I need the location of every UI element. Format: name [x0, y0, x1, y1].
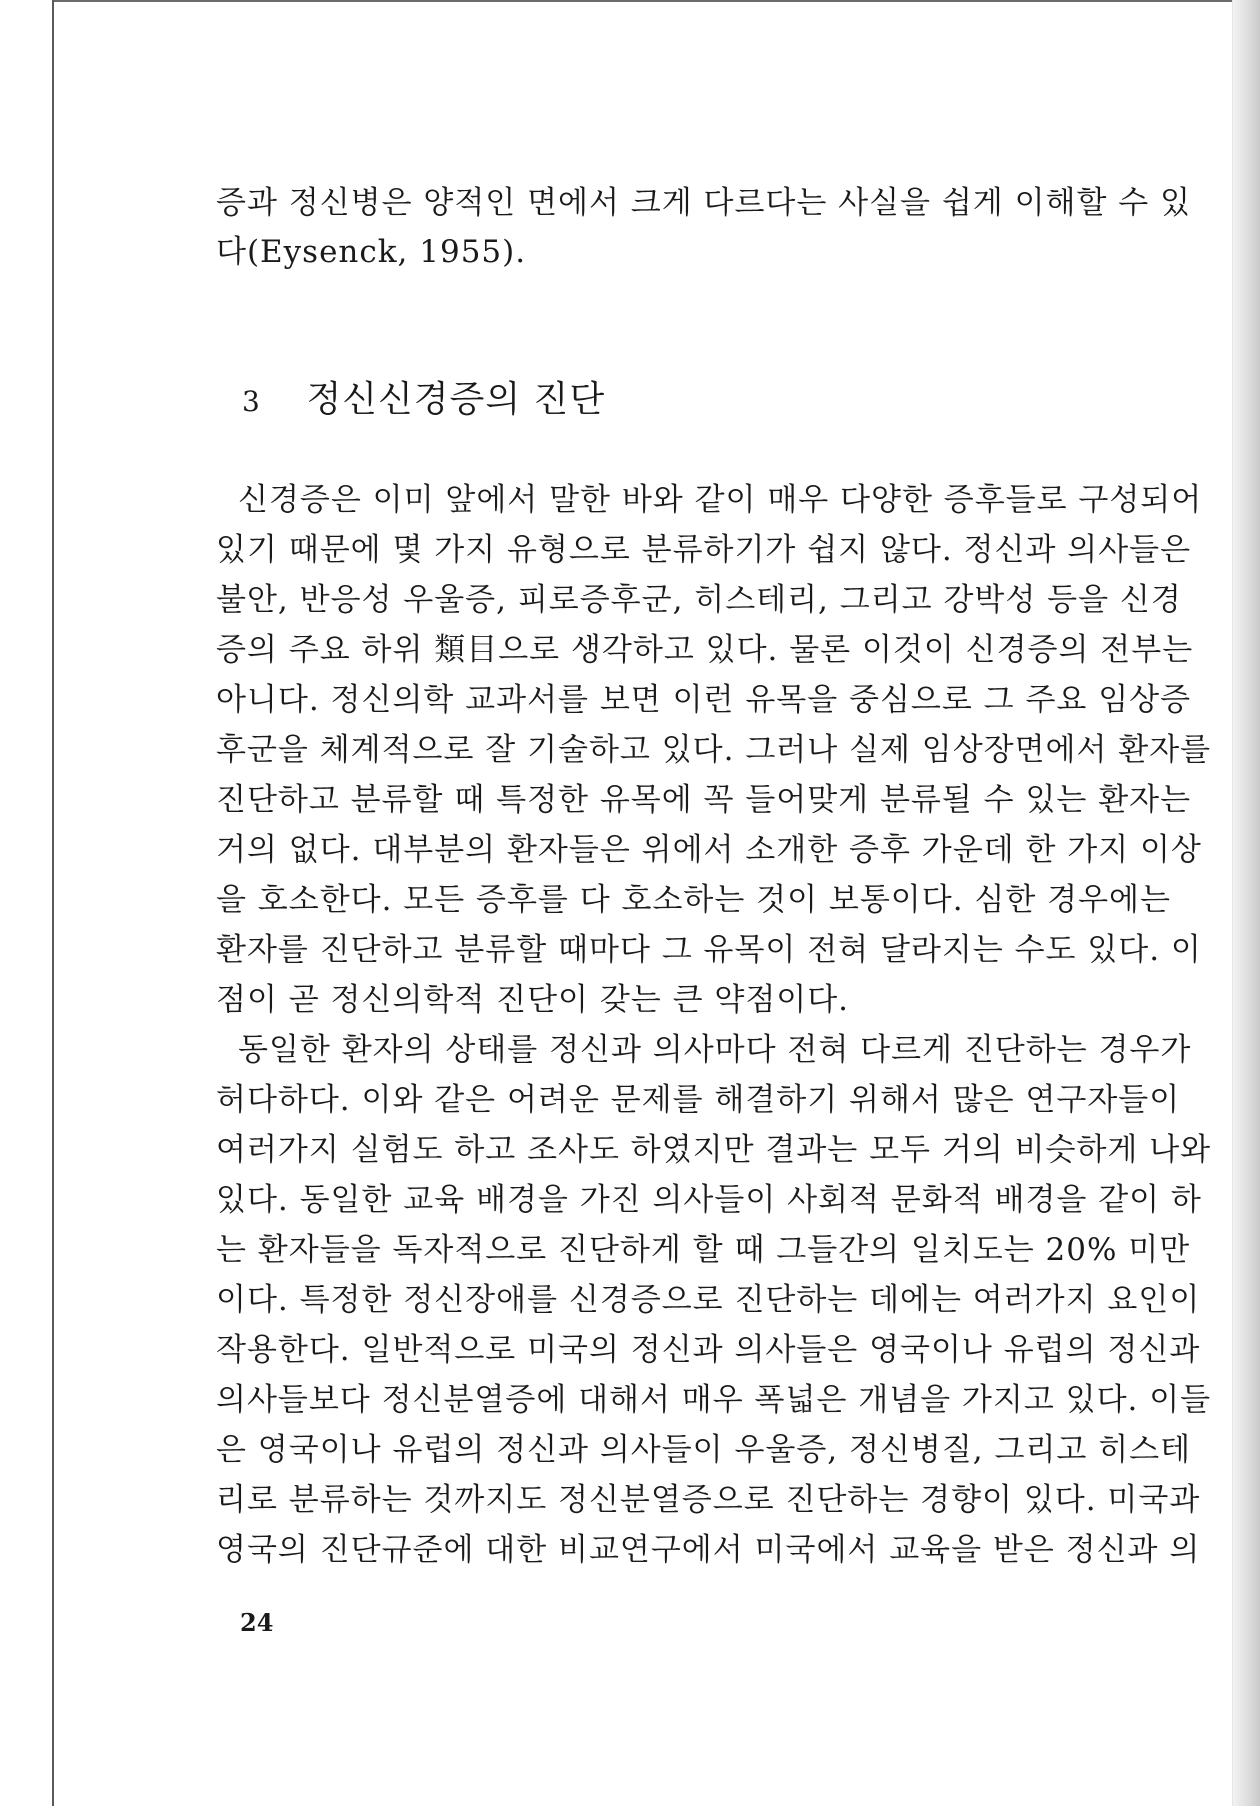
body-line: 점이 곧 정신의학적 진단이 갖는 큰 약점이다. — [216, 982, 850, 1018]
body-line: 환자를 진단하고 분류할 때마다 그 유목이 전혀 달라지는 수도 있다. 이 — [216, 932, 1202, 968]
body-line: 여러가지 실험도 하고 조사도 하였지만 결과는 모두 거의 비슷하게 나와 — [216, 1132, 1212, 1168]
body-line: 작용한다. 일반적으로 미국의 정신과 의사들은 영국이나 유럽의 정신과 — [216, 1332, 1201, 1368]
paragraph-line: 증과 정신병은 양적인 면에서 크게 다르다는 사실을 쉽게 이해할 수 있 — [216, 185, 1192, 221]
body-line: 이다. 특정한 정신장애를 신경증으로 진단하는 데에는 여러가지 요인이 — [216, 1282, 1201, 1318]
section-title: 정신신경증의 진단 — [306, 379, 606, 420]
page-number: 24 — [240, 1608, 274, 1637]
body-line: 있기 때문에 몇 가지 유형으로 분류하기가 쉽지 않다. 정신과 의사들은 — [216, 532, 1192, 568]
body-line: 신경증은 이미 앞에서 말한 바와 같이 매우 다양한 증후들로 구성되어 — [238, 482, 1203, 518]
section-heading — [242, 374, 605, 426]
section-number: 3 — [242, 385, 261, 418]
body-line: 은 영국이나 유럽의 정신과 의사들이 우울증, 정신병질, 그리고 히스테 — [216, 1432, 1192, 1468]
body-line: 진단하고 분류할 때 특정한 유목에 꼭 들어맞게 분류될 수 있는 환자는 — [216, 782, 1192, 818]
body-line: 영국의 진단규준에 대한 비교연구에서 미국에서 교육을 받은 정신과 의 — [216, 1532, 1201, 1568]
body-line: 허다하다. 이와 같은 어려운 문제를 해결하기 위해서 많은 연구자들이 — [216, 1082, 1181, 1118]
body-line: 는 환자들을 독자적으로 진단하게 할 때 그들간의 일치도는 20% 미만 — [216, 1232, 1191, 1268]
body-line: 의사들보다 정신분열증에 대해서 매우 폭넓은 개념을 가지고 있다. 이들 — [216, 1382, 1212, 1418]
body-line: 을 호소한다. 모든 증후를 다 호소하는 것이 보통이다. 심한 경우에는 — [216, 882, 1171, 918]
body-line: 아니다. 정신의학 교과서를 보면 이런 유목을 중심으로 그 주요 임상증 — [216, 682, 1192, 718]
paragraph-line: 다(Eysenck, 1955). — [216, 234, 527, 270]
body-line: 동일한 환자의 상태를 정신과 의사마다 전혀 다르게 진단하는 경우가 — [238, 1032, 1192, 1068]
body-line: 불안, 반응성 우울증, 피로증후군, 히스테리, 그리고 강박성 등을 신경 — [216, 582, 1182, 618]
body-line: 후군을 체계적으로 잘 기술하고 있다. 그러나 실제 임상장면에서 환자를 — [216, 732, 1212, 768]
body-line: 있다. 동일한 교육 배경을 가진 의사들이 사회적 문화적 배경을 같이 하 — [216, 1182, 1202, 1218]
body-line: 거의 없다. 대부분의 환자들은 위에서 소개한 증후 가운데 한 가지 이상 — [216, 832, 1202, 868]
body-line: 리로 분류하는 것까지도 정신분열증으로 진단하는 경향이 있다. 미국과 — [216, 1482, 1201, 1518]
body-line: 증의 주요 하위 類目으로 생각하고 있다. 물론 이것이 신경증의 전부는 — [216, 632, 1194, 668]
